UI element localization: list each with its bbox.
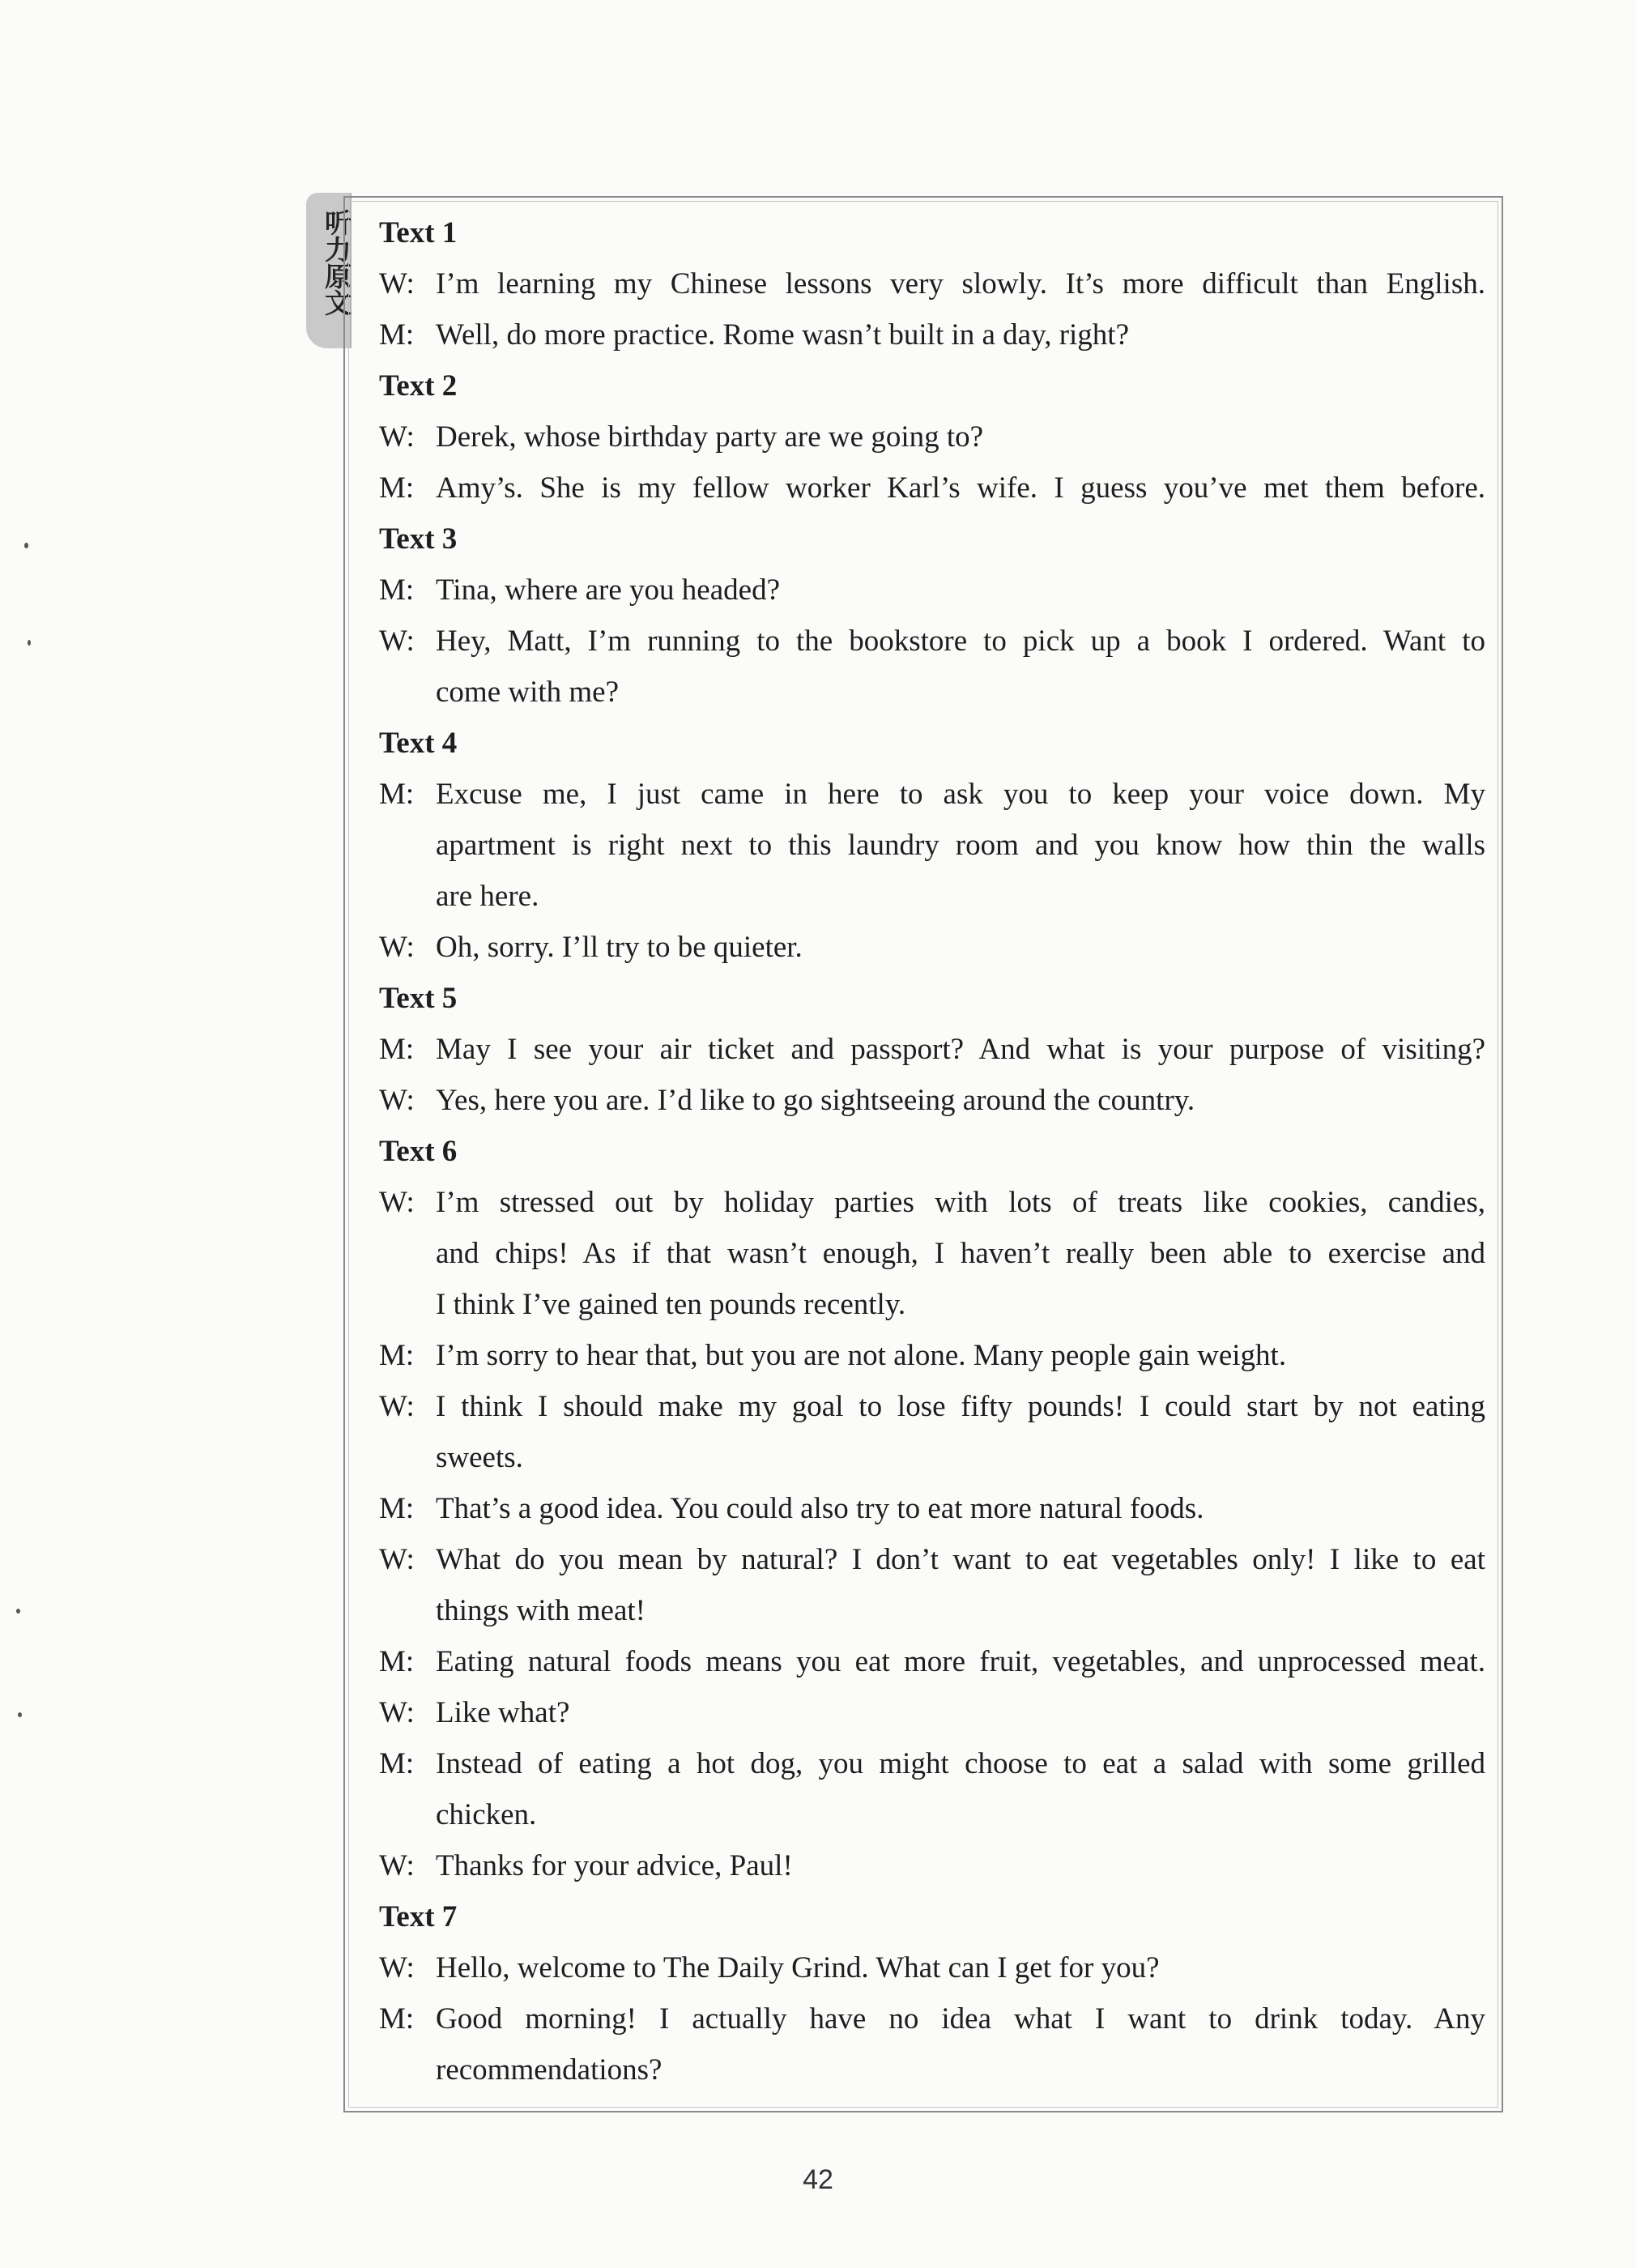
dialogue-text: Good morning! I actually have no idea what I want to drink today. Any (436, 2002, 1485, 2036)
section-heading: Text 5 (379, 982, 458, 1015)
dialogue-text: are here. (436, 880, 539, 913)
dialogue-line (379, 1483, 1485, 1534)
dialogue-text: Amy’s. She is my fellow worker Karl’s wife. I guess you’ve met them before. (436, 471, 1485, 505)
dialogue-text: apartment is right next to this laundry room and you know how thin the walls (436, 829, 1485, 862)
speaker-label: W: (379, 1696, 415, 1729)
dialogue-line-continuation (379, 871, 1485, 922)
dialogue-line-continuation (379, 1585, 1485, 1636)
section-heading: Text 1 (379, 216, 458, 249)
speaker-label: W: (379, 625, 415, 658)
dialogue-line (379, 309, 1485, 360)
speaker-label: M: (379, 1033, 415, 1066)
dialogue-text: That’s a good idea. You could also try to eat more natural foods. (436, 1492, 1204, 1525)
dialogue-line (379, 1177, 1485, 1228)
scan-speck (28, 640, 31, 646)
dialogue-text: Derek, whose birthday party are we going to? (436, 420, 984, 454)
speaker-label: M: (379, 1492, 415, 1525)
dialogue-line-continuation (379, 1789, 1485, 1840)
dialogue-line (379, 1381, 1485, 1432)
page-number: 42 (803, 2164, 833, 2195)
dialogue-text: May I see your air ticket and passport? And what is your purpose of visiting? (436, 1033, 1485, 1066)
dialogue-line (379, 463, 1485, 514)
speaker-label: M: (379, 573, 415, 607)
dialogue-line (379, 1687, 1485, 1738)
speaker-label: M: (379, 2002, 415, 2036)
dialogue-text: I think I’ve gained ten pounds recently. (436, 1288, 906, 1321)
dialogue-text: Thanks for your advice, Paul! (436, 1849, 793, 1882)
dialogue-text: sweets. (436, 1441, 523, 1474)
dialogue-text: Instead of eating a hot dog, you might choose to eat a salad with some grilled (436, 1747, 1485, 1780)
section-tab-label: 听力原文 (321, 209, 352, 316)
dialogue-text: recommendations? (436, 2053, 662, 2087)
dialogue-text: and chips! As if that wasn’t enough, I haven’t really been able to exercise and (436, 1237, 1485, 1270)
speaker-label: M: (379, 318, 415, 352)
section-heading: Text 6 (379, 1135, 458, 1168)
dialogue-line-continuation (379, 667, 1485, 718)
speaker-label: W: (379, 267, 415, 301)
scan-speck (24, 543, 28, 548)
dialogue-line-continuation (379, 1279, 1485, 1330)
section-heading: Text 4 (379, 727, 458, 760)
dialogue-line-continuation (379, 1432, 1485, 1483)
scan-speck (16, 1609, 20, 1614)
speaker-label: W: (379, 1084, 415, 1117)
dialogue-line-continuation (379, 2044, 1485, 2095)
dialogue-line (379, 1075, 1485, 1126)
dialogue-text: I’m learning my Chinese lessons very slowly. It’s more difficult than English. (436, 267, 1485, 301)
speaker-label: M: (379, 1747, 415, 1780)
dialogue-line-continuation (379, 820, 1485, 871)
dialogue-line (379, 565, 1485, 616)
dialogue-text: Hey, Matt, I’m running to the bookstore to pick up a book I ordered. Want to (436, 625, 1485, 658)
dialogue-text: chicken. (436, 1798, 537, 1831)
dialogue-text: come with me? (436, 676, 620, 709)
dialogue-text: I’m stressed out by holiday parties with lots of treats like cookies, candies, (436, 1186, 1485, 1219)
section-heading: Text 3 (379, 522, 458, 556)
dialogue-line (379, 411, 1485, 463)
scan-speck (18, 1712, 22, 1717)
speaker-label: W: (379, 1849, 415, 1882)
speaker-label: M: (379, 471, 415, 505)
speaker-label: M: (379, 1645, 415, 1678)
speaker-label: W: (379, 1186, 415, 1219)
dialogue-text: Well, do more practice. Rome wasn’t built in a day, right? (436, 318, 1130, 352)
dialogue-line (379, 258, 1485, 309)
dialogue-line (379, 1738, 1485, 1789)
speaker-label: M: (379, 778, 415, 811)
dialogue-text: Like what? (436, 1696, 570, 1729)
dialogue-line (379, 1993, 1485, 2044)
dialogue-line (379, 1330, 1485, 1381)
dialogue-text: What do you mean by natural? I don’t want to eat vegetables only! I like to eat (436, 1543, 1485, 1576)
dialogue-text: Oh, sorry. I’ll try to be quieter. (436, 931, 803, 964)
speaker-label: W: (379, 1951, 415, 1985)
dialogue-text: Excuse me, I just came in here to ask you to keep your voice down. My (436, 778, 1485, 811)
dialogue-line (379, 922, 1485, 973)
dialogue-line (379, 1024, 1485, 1075)
speaker-label: W: (379, 931, 415, 964)
dialogue-text: Eating natural foods means you eat more fruit, vegetables, and unprocessed meat. (436, 1645, 1485, 1678)
section-heading: Text 2 (379, 369, 458, 403)
speaker-label: W: (379, 420, 415, 454)
speaker-label: W: (379, 1543, 415, 1576)
dialogue-text: Yes, here you are. I’d like to go sightseeing around the country. (436, 1084, 1195, 1117)
section-heading: Text 7 (379, 1900, 458, 1933)
dialogue-line (379, 769, 1485, 820)
transcript-content (379, 207, 1485, 2095)
dialogue-line (379, 1942, 1485, 1993)
dialogue-line (379, 616, 1485, 667)
dialogue-text: Hello, welcome to The Daily Grind. What can I get for you? (436, 1951, 1160, 1985)
dialogue-line-continuation (379, 1228, 1485, 1279)
speaker-label: W: (379, 1390, 415, 1423)
dialogue-text: I think I should make my goal to lose fifty pounds! I could start by not eating (436, 1390, 1485, 1423)
dialogue-text: I’m sorry to hear that, but you are not alone. Many people gain weight. (436, 1339, 1287, 1372)
speaker-label: M: (379, 1339, 415, 1372)
dialogue-text: Tina, where are you headed? (436, 573, 780, 607)
dialogue-line (379, 1636, 1485, 1687)
dialogue-line (379, 1840, 1485, 1891)
dialogue-line (379, 1534, 1485, 1585)
dialogue-text: things with meat! (436, 1594, 645, 1627)
